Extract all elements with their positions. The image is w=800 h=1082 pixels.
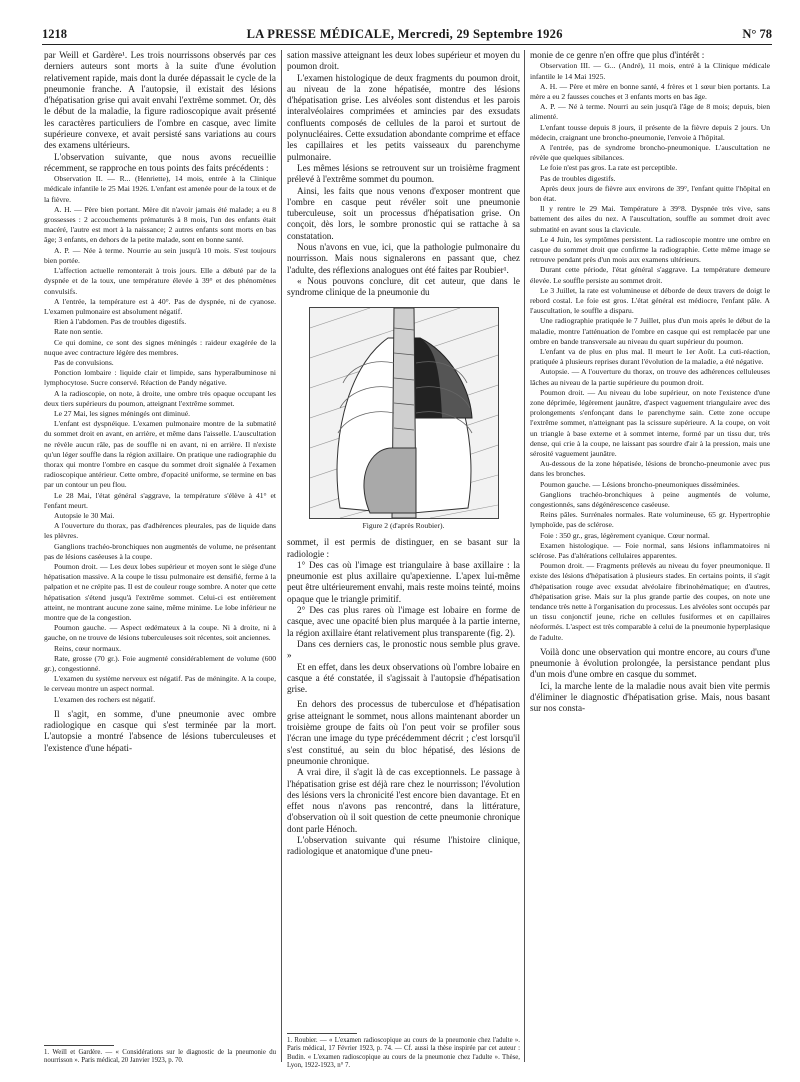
paragraph: Et en effet, dans les deux observations où l'ombre lobaire en casque a été constatée, il s'agissait à l'autopsie d'hépatisation grise.	[287, 661, 520, 695]
paragraph: Ainsi, les faits que nous venons d'exposer montrent que l'ombre en casque peut révéler soit une pneumonie tuberculeuse, soit un processus d'hépatisation grise. On conçoit, dès lors, le sombre pronostic qui se rattache à sa constatation.	[287, 185, 520, 241]
observation-paragraph: Au-dessous de la zone hépatisée, lésions de broncho-pneumonie avec pus dans les bronches.	[530, 459, 770, 479]
page-header	[42, 20, 772, 45]
footnote-col2: 1. Roubier. — « L'examen radioscopique au cours de la pneumonie chez l'adulte ». Paris médical, 17 Février 1923, p. 74. — Cf. aussi la thèse inspirée par cet auteur : Budin. « L'examen radioscopique au cours de la pneumonie chez l'adulte ». Thèse, Lyon, 1922-1923, n° 7.	[287, 1037, 520, 1070]
page-number: 1218	[42, 27, 67, 41]
column-rule-1	[281, 50, 282, 1062]
observation-paragraph: Le 4 Juin, les symptômes persistent. La radioscopie montre une ombre en casque du sommet droit que confirme la radiographie. Cette même image se retrouve pendant près d'un mois aux examens ultérieurs.	[530, 234, 770, 265]
observation-paragraph: Rien à l'abdomen. Pas de troubles digestifs.	[54, 317, 187, 327]
column-rule-2	[524, 50, 525, 1062]
column-1	[44, 50, 276, 754]
observation-paragraph: Ganglions trachéo-bronchiques non augmentés de volume, ne présentant pas de lésions caséeuses à la coupe.	[44, 541, 276, 561]
observation-paragraph: Autopsie. — A l'ouverture du thorax, on trouve des adhérences celluleuses lâches au niveau de la partie supérieure du poumon droit.	[530, 367, 770, 387]
observation-paragraph: Rate, grosse (70 gr.). Foie augmenté considérablement de volume (600 gr.), congestionné.	[44, 653, 276, 674]
paragraph: Voilà donc une observation qui montre encore, au cours d'une pneumonie à évolution prolongée, la persistance pendant plus d'un mois d'une ombre en casque du sommet.	[530, 646, 770, 680]
paragraph: Les mêmes lésions se retrouvent sur un troisième fragment prélevé à l'extrême sommet du poumon.	[287, 162, 520, 185]
observation-paragraph: A l'entrée, pas de syndrome broncho-pneumonique. L'auscultation ne révèle que quelques sibilances.	[530, 142, 770, 163]
observation-paragraph: L'enfant va de plus en plus mal. Il meurt le 1er Août. La cuti-réaction, pratiquée à plusieurs reprises durant l'évolution de la maladie, a été négative.	[530, 346, 770, 367]
observation-paragraph: Reins pâles. Surrénales normales. Rate volumineuse, 65 gr. Hypertrophie lymphoïde, pas de sclérose.	[530, 510, 770, 530]
observation-paragraph: A. P. — Née à terme. Nourrie au sein jusqu'à 10 mois. S'est toujours bien portée.	[44, 245, 276, 265]
observation-paragraph: A. H. — Père et mère en bonne santé, 4 frères et 1 sœur bien portants. La mère a eu 2 fausses couches et 3 enfants morts en bas âge.	[530, 81, 770, 101]
observation-paragraph: Poumon droit. — Fragments prélevés au niveau du foyer pneumonique. Il existe des lésions d'hépatisation à plusieurs stades. En certains points, il s'agit d'hépatisation rouge avec exsudat alvéolaire fibrinohématique; en d'autres, d'hépatisation grise. Mais sur la plus grande partie des coupes, on note une tendance très nette à l'organisation du processus. Les alvéoles sont occupés par un tissu conjonctif jeune, riche en cellules fusiformes et en capillaires néoformés. L'aspect est très comparable à celui de la pneumonie hyperplasique de l'adulte.	[530, 561, 770, 642]
observation-paragraph: A la radioscopie, on note, à droite, une ombre très opaque occupant les deux tiers supérieurs du poumon, atteignant l'extrême sommet.	[44, 388, 276, 408]
observation-paragraph: Pas de troubles digestifs.	[540, 173, 616, 183]
observation-3	[530, 61, 770, 643]
paragraph: Il s'agit, en somme, d'une pneumonie avec ombre radiologique en casque qui s'est terminée par la mort. L'autopsie a montré l'absence de lésions tuberculeuses et l'existence d'une hépati-	[44, 708, 276, 753]
column-3	[530, 50, 770, 715]
paragraph: L'observation suivante, que nous avons recueillie récemment, se rapproche en tous points des faits précédents :	[44, 151, 276, 173]
paragraph: 2° Des cas plus rares où l'image est lobaire en forme de casque, avec une opacité bien plus marquée à la partie interne, la région axillaire étant relativement plus transparente (fig. 2).	[287, 605, 520, 638]
observation-2	[44, 174, 276, 705]
paragraph: Dans ces derniers cas, le pronostic nous semble plus grave. »	[287, 638, 520, 661]
observation-paragraph: Poumon gauche. — Aspect œdémateux à la coupe. Ni à droite, ni à gauche, on ne trouve de lésions tuberculeuses soit récentes, soit anciennes.	[44, 623, 276, 643]
issue-number: N° 78	[742, 27, 772, 41]
observation-paragraph: Le 27 Mai, les signes méningés ont diminué.	[54, 408, 191, 418]
column-2	[287, 50, 520, 858]
footnote-col1: 1. Weill et Gardère. — « Considérations sur le diagnostic de la pneumonie du nourrisson ». Paris médical, 20 Janvier 1923, p. 70.	[44, 1049, 276, 1065]
observation-paragraph: Examen histologique. — Foie normal, sans lésions inflammatoires ni sclérose. Pas d'altérations cellulaires apparentes.	[530, 540, 770, 561]
observation-paragraph: Le foie n'est pas gros. La rate est perceptible.	[540, 163, 678, 173]
observation-paragraph: L'examen des rochers est négatif.	[54, 694, 156, 704]
paragraph: sommet, il est permis de distinguer, en se basant sur la radiologie :	[287, 537, 520, 559]
observation-paragraph: A. P. — Né à terme. Nourri au sein jusqu'à l'âge de 8 mois; depuis, bien alimenté.	[530, 102, 770, 122]
paragraph: sation massive atteignant les deux lobes supérieur et moyen du poumon droit.	[287, 50, 520, 72]
observation-paragraph: Le 28 Mai, l'état général s'aggrave, la température s'élève à 41° et l'enfant meurt.	[44, 490, 276, 510]
paragraph: monie de ce genre n'en offre que plus d'intérêt :	[530, 50, 705, 60]
observation-paragraph: Pas de convulsions.	[54, 357, 114, 367]
paragraph: Ici, la marche lente de la maladie nous avait bien vite permis d'éliminer le diagnostic d'hépatisation grise. Mais, nous basant sur nos consta-	[530, 680, 770, 714]
journal-date-line: LA PRESSE MÉDICALE, Mercredi, 29 Septembre 1926	[246, 27, 563, 41]
paragraph: L'examen histologique de deux fragments du poumon droit, au niveau de la zone hépatisée, montre des lésions d'hépatisation grise. Les alvéoles sont distendus et les parois interalvéolaires comprimées et amincies par des exsudats confluents composés de cellules de la paroi et surtout de polynucléaires. Cette exsudation abondante comprime et efface les capillaires et les petits vaisseaux du parenchyme pulmonaire.	[287, 72, 520, 162]
paragraph: par Weill et Gardère¹. Les trois nourrissons observés par ces derniers auteurs sont morts à la suite d'une évolution relativement rapide, mais dont la durée dépassait le cycle de la pneumonie franche. A l'autopsie, il existait des lésions d'hépatisation grise qui avait envahi l'extrême sommet. Or, dès le début de la maladie, la figure radioscopique avait présenté les caractères particuliers de l'ombre en casque, avec limite supérieure convexe, et avait persisté sans variations au cours des examens ultérieurs.	[44, 50, 276, 151]
observation-paragraph: Observation II. — R... (Henriette), 14 mois, entrée à la Clinique médicale infantile le 25 Mai 1926. L'enfant est amenée pour de la toux et de la fièvre.	[44, 174, 276, 204]
observation-paragraph: Foie : 350 gr., gras, légèrement cyanique. Cœur normal.	[540, 530, 710, 540]
observation-paragraph: Poumon droit. — Au niveau du lobe supérieur, on note l'existence d'une zone déprimée, légèrement jaunâtre, d'aspect vaguement triangulaire avec des prolongements s'enfonçant dans le parenchyme sain. Cette zone occupe l'extrême sommet, n'atteignant pas la scissure supérieure. A la coupe, on voit un triangle à base externe et à sommet interne, formé par un tissu dur, très dense, qui crie à la coupe, ne laissant pas sourdre d'air à la pression, mais une sérosité vaguement jaunâtre.	[530, 387, 770, 459]
paragraph: « Nous pouvons conclure, dit cet auteur, que dans le syndrome clinique de la pneumonie du	[287, 275, 520, 298]
paragraph: A vrai dire, il s'agit là de cas exceptionnels. Le passage à l'hépatisation grise est déjà rare chez le nourrisson; l'évolution des lésions vers la chronicité l'est encore bien davantage. Et en effet nous n'avons pas rencontré, dans la littérature, d'observation où il soit question de cette pneumonie chronique dont parle Hénoch.	[287, 767, 520, 834]
paragraph: En dehors des processus de tuberculose et d'hépatisation grise atteignant le sommet, nous allons maintenant aborder un troisième groupe de faits où l'on peut voir se profiler sous l'écran une image du type précédemment décrit ; c'est lorsqu'il s'est constitué, au sein du bloc hépatisé, des lésions de pneumonie chronique.	[287, 699, 520, 766]
observation-paragraph: A l'ouverture du thorax, pas d'adhérences pleurales, pas de liquide dans les plèvres.	[44, 521, 276, 541]
paragraph: Nous n'avons en vue, ici, que la pathologie pulmonaire du nourrisson. Mais nous signalerons en passant que, chez l'adulte, des réflexions analogues ont été faites par Roubier¹.	[287, 242, 520, 275]
paragraph: 1° Des cas où l'image est triangulaire à base axillaire : la pneumonie est plus axillaire qu'apexienne. L'apex lui-même peut être ultérieurement envahi, mais reste moins teinté, moins opaque que le triangle primitif.	[287, 559, 520, 604]
paragraph: L'observation suivante qui résume l'histoire clinique, radiologique et anatomique d'une pneu-	[287, 835, 520, 857]
observation-paragraph: Durant cette période, l'état général s'aggrave. La température demeure élevée. Le souffle persiste au sommet droit.	[530, 265, 770, 285]
observation-paragraph: Observation III. — G... (André), 11 mois, entré à la Clinique médicale infantile le 14 Mai 1925.	[530, 61, 770, 81]
observation-paragraph: Ponction lombaire : liquide clair et limpide, sans hyperalbuminose ni lymphocytose. Sucre conservé. Réaction de Pandy négative.	[44, 368, 276, 388]
observation-paragraph: Ce qui domine, ce sont des signes méningés : raideur exagérée de la nuque avec contracture légère des membres.	[44, 337, 276, 357]
observation-paragraph: Rate non sentie.	[54, 327, 103, 337]
observation-paragraph: Il y rentre le 29 Mai. Température à 39°8. Dyspnée très vive, sans battement des ailes du nez. A l'auscultation, souffle au sommet droit avec submatité en avant sous la clavicule.	[530, 204, 770, 234]
observation-paragraph: L'enfant tousse depuis 8 jours, il présente de la fièvre depuis 2 jours. Un médecin, craignant une broncho-pneumonie, l'envoie à l'hôpital.	[530, 122, 770, 142]
observation-paragraph: Poumon droit. — Les deux lobes supérieur et moyen sont le siège d'une hépatisation massive. A la coupe le tissu pulmonaire est densifié, ferme à la palpation et ne crépite pas. Il est de couleur rouge sombre. A noter que cette hépatisation s'étend jusqu'à l'extrême sommet. Celui-ci est entièrement atteint, ne montrant aucune zone saine, même minime. Le lobe inférieur ne montre que de la congestion.	[44, 561, 276, 622]
observation-paragraph: L'enfant est dyspnéique. L'examen pulmonaire montre de la submatité du sommet droit en avant, en arrière, et même dans l'aisselle. L'auscultation ne révèle aucun râle, pas de souffle ni en avant, ni en arrière. Il n'existe qu'un léger souffle dans la région axillaire. On pratique une radiographie du thorax qui montre l'ombre en casque du sommet droit signalée à l'examen radioscopique antérieur. Cette ombre, d'opacité uniforme, se termine en bas par un contour un peu flou.	[44, 419, 276, 490]
observation-paragraph: A. H. — Père bien portant. Mère dit n'avoir jamais été malade; a eu 8 grossesses : 2 accouchements prématurés à 8 mois, l'un des enfants était macéré, l'autre est mort à la naissance; 2 autres enfants sont morts en bas âge; 3 enfants, en dehors de la petite malade, sont en bonne santé.	[44, 204, 276, 245]
footnote-rule	[287, 1033, 357, 1034]
chest-radiograph-figure	[309, 307, 499, 519]
observation-paragraph: Une radiographie pratiquée le 7 Juillet, plus d'un mois après le début de la maladie, montre l'atténuation de l'ombre en casque qui est remplacée par une ombre en bande transversale au niveau du quart supérieur du poumon.	[530, 316, 770, 346]
observation-paragraph: Ganglions trachéo-bronchiques à peine augmentés de volume, congestionnés, sans dégénérescence caséeuse.	[530, 489, 770, 510]
observation-paragraph: Le 3 Juillet, la rate est volumineuse et déborde de deux travers de doigt le rebord costal. Le foie est gros. L'état général est médiocre, l'enfant pâle. A l'auscultation, le souffle a disparu.	[530, 285, 770, 316]
figure-caption: Figure 2 (d'après Roubier).	[362, 520, 445, 530]
observation-paragraph: L'examen du système nerveux est négatif. Pas de méningite. A la coupe, le cerveau montre un aspect normal.	[44, 674, 276, 694]
observation-paragraph: Après deux jours de fièvre aux environs de 39°, l'enfant quitte l'hôpital en bon état.	[530, 183, 770, 203]
observation-paragraph: Autopsie le 30 Mai.	[54, 510, 115, 520]
footnote-rule	[44, 1045, 114, 1046]
observation-paragraph: L'affection actuelle remonterait à trois jours. Elle a débuté par de la dyspnée et de la toux, une température élevée à 39° et des phénomènes convulsifs.	[44, 266, 276, 296]
observation-paragraph: A l'entrée, la température est à 40°. Pas de dyspnée, ni de cyanose. L'examen pulmonaire est absolument négatif.	[44, 296, 276, 316]
observation-paragraph: Poumon gauche. — Lésions broncho-pneumoniques disséminées.	[540, 479, 740, 489]
observation-paragraph: Reins, cœur normaux.	[54, 643, 122, 653]
